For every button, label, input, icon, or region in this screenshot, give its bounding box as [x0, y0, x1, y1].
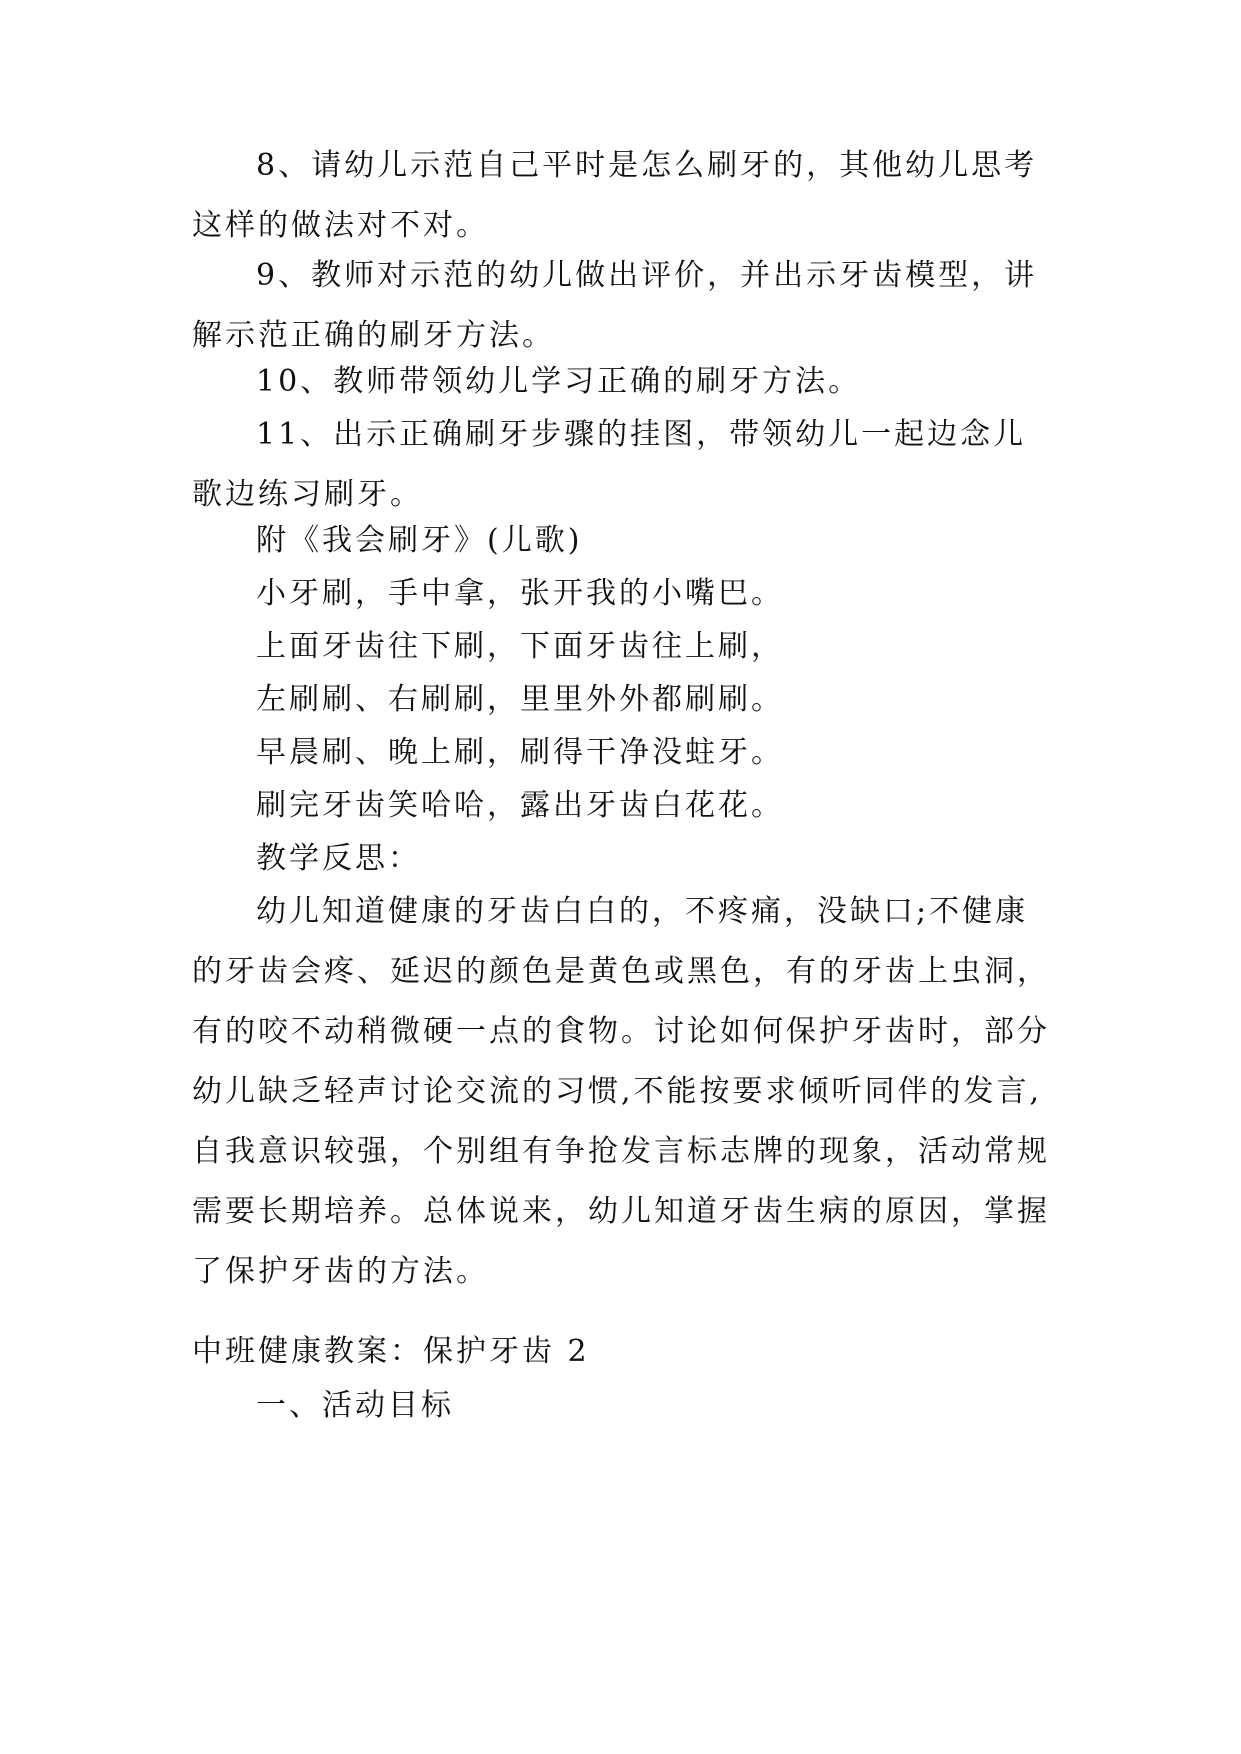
song-line-2: 上面牙齿往下刷，下面牙齿往上刷，	[256, 629, 784, 664]
reflection-heading: 教学反思：	[256, 841, 421, 876]
reflection-body: 幼儿知道健康的牙齿白白的，不疼痛，没缺口;不健康的牙齿会疼、延迟的颜色是黄色或黑色，有的牙齿上虫洞，有的咬不动稍微硬一点的食物。讨论如何保护牙齿时，部分幼儿缺乏轻声讨论交流的习惯,不能按要求倾听同伴的发言,自我意识较强，个别组有争抢发言标志牌的现象，活动常规需要长期培养。总体说来，幼儿知道牙齿生病的原因，掌握了保护牙齿的方法。	[192, 894, 1050, 1289]
paragraph-step-10: 10、教师带领幼儿学习正确的刷牙方法。	[256, 364, 862, 399]
song-title: 附《我会刷牙》(儿歌)	[256, 523, 583, 558]
song-line-5: 刷完牙齿笑哈哈，露出牙齿白花花。	[256, 788, 784, 823]
paragraph-step-11: 11、出示正确刷牙步骤的挂图，带领幼儿一起边念儿歌边练习刷牙。	[192, 417, 1027, 512]
song-line-4: 早晨刷、晚上刷，刷得干净没蛀牙。	[256, 735, 784, 770]
paragraph-step-8: 8、请幼儿示范自己平时是怎么刷牙的，其他幼儿思考这样的做法对不对。	[192, 148, 1038, 243]
song-line-1: 小牙刷，手中拿，张开我的小嘴巴。	[256, 576, 784, 611]
song-line-3: 左刷刷、右刷刷，里里外外都刷刷。	[256, 682, 784, 717]
section-title: 中班健康教案：保护牙齿 2	[192, 1334, 590, 1369]
section-subtitle: 一、活动目标	[256, 1388, 454, 1423]
paragraph-step-9: 9、教师对示范的幼儿做出评价，并出示牙齿模型，讲解示范正确的刷牙方法。	[192, 258, 1038, 353]
